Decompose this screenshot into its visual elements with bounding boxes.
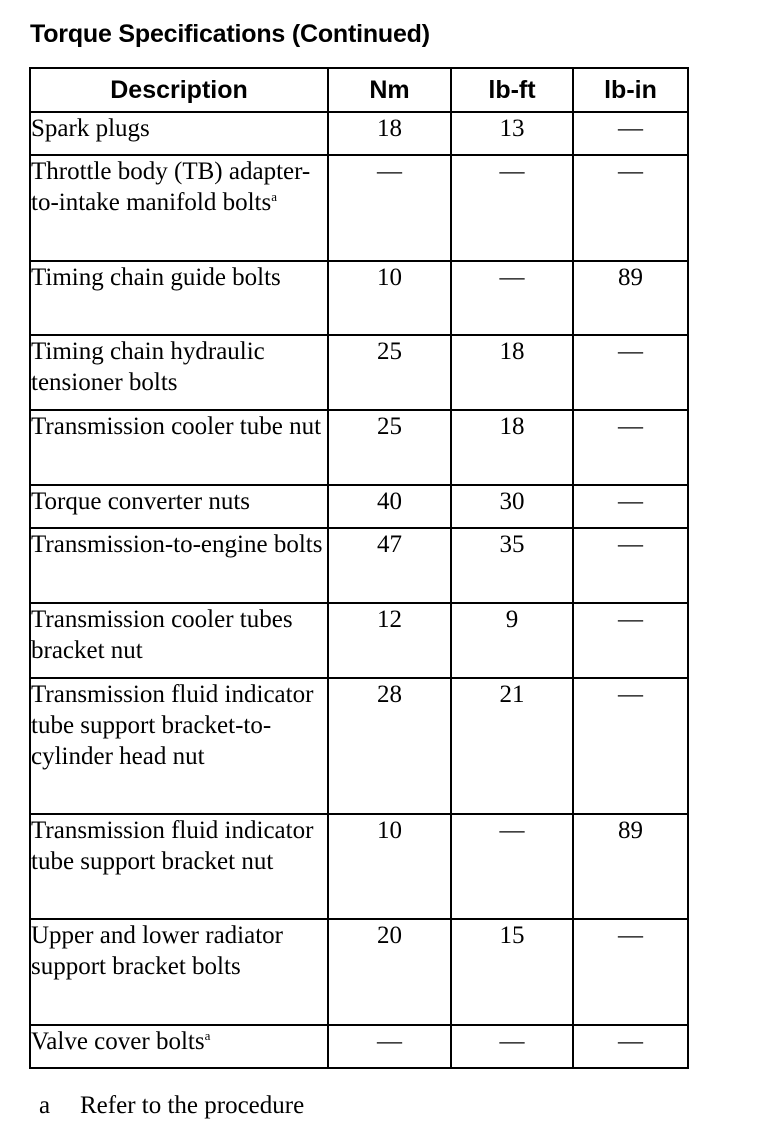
cell-lb-ft: 13	[451, 112, 573, 155]
footnote-reference: a	[271, 189, 278, 204]
table-row	[30, 528, 688, 603]
cell-description	[30, 261, 328, 335]
cell-description	[30, 335, 328, 410]
cell-lb-ft: 35	[451, 528, 573, 603]
cell-nm: 28	[328, 678, 451, 814]
cell-nm: 18	[328, 112, 451, 155]
cell-description	[30, 155, 328, 261]
footnote-mark: a	[39, 1092, 51, 1119]
cell-lb-in: —	[573, 155, 688, 261]
footnote	[39, 1092, 304, 1120]
cell-lb-ft: 21	[451, 678, 573, 814]
cell-lb-ft: —	[451, 1025, 573, 1068]
description-text: Valve cover bolts	[31, 1028, 205, 1055]
cell-nm: 20	[328, 919, 451, 1025]
cell-lb-in: —	[573, 335, 688, 410]
cell-lb-in: —	[573, 919, 688, 1025]
cell-nm: 10	[328, 261, 451, 335]
cell-description	[30, 814, 328, 919]
cell-nm: —	[328, 155, 451, 261]
header-lb-in: lb-in	[573, 68, 688, 112]
cell-nm: 47	[328, 528, 451, 603]
cell-description	[30, 919, 328, 1025]
cell-lb-in: —	[573, 603, 688, 678]
cell-nm: 12	[328, 603, 451, 678]
cell-lb-in: —	[573, 528, 688, 603]
description-text: Throttle body (TB) adapter-to-intake manifold bolts	[31, 158, 311, 216]
cell-nm: —	[328, 1025, 451, 1068]
cell-lb-ft: —	[451, 155, 573, 261]
cell-lb-ft: 30	[451, 485, 573, 528]
cell-nm: 25	[328, 335, 451, 410]
table-row	[30, 678, 688, 814]
header-description: Description	[30, 68, 328, 112]
cell-description	[30, 528, 328, 603]
page-title: Torque Specifications (Continued)	[30, 20, 430, 48]
description-text: Transmission-to-engine bolts	[31, 531, 323, 558]
footnote-reference: a	[204, 1028, 211, 1043]
cell-description	[30, 112, 328, 155]
table-row	[30, 261, 688, 335]
cell-lb-ft: 9	[451, 603, 573, 678]
table-row	[30, 485, 688, 528]
cell-lb-in: —	[573, 112, 688, 155]
description-text: Timing chain guide bolts	[31, 264, 281, 291]
cell-lb-in: 89	[573, 261, 688, 335]
table-row	[30, 814, 688, 919]
cell-lb-in: —	[573, 410, 688, 485]
cell-description	[30, 1025, 328, 1068]
cell-description	[30, 485, 328, 528]
cell-lb-in: —	[573, 678, 688, 814]
torque-spec-table	[29, 67, 689, 1069]
description-text: Timing chain hydraulic tensioner bolts	[31, 338, 265, 396]
description-text: Transmission fluid indicator tube support bracket nut	[31, 817, 314, 875]
cell-description	[30, 678, 328, 814]
cell-lb-ft: 18	[451, 335, 573, 410]
cell-lb-in: 89	[573, 814, 688, 919]
cell-lb-ft: 18	[451, 410, 573, 485]
cell-nm: 40	[328, 485, 451, 528]
table-row	[30, 112, 688, 155]
cell-lb-in: —	[573, 1025, 688, 1068]
table-row	[30, 603, 688, 678]
cell-description	[30, 603, 328, 678]
table-row	[30, 1025, 688, 1068]
table-row	[30, 410, 688, 485]
description-text: Transmission cooler tubes bracket nut	[31, 606, 293, 664]
description-text: Upper and lower radiator support bracket bolts	[31, 922, 283, 980]
cell-nm: 10	[328, 814, 451, 919]
cell-description	[30, 410, 328, 485]
description-text: Spark plugs	[31, 115, 150, 142]
description-text: Transmission cooler tube nut	[31, 413, 322, 440]
table-row	[30, 155, 688, 261]
table-row	[30, 919, 688, 1025]
table-row	[30, 335, 688, 410]
header-lb-ft: lb-ft	[451, 68, 573, 112]
cell-nm: 25	[328, 410, 451, 485]
description-text: Torque converter nuts	[31, 488, 251, 515]
cell-lb-ft: —	[451, 814, 573, 919]
cell-lb-ft: 15	[451, 919, 573, 1025]
cell-lb-in: —	[573, 485, 688, 528]
header-nm: Nm	[328, 68, 451, 112]
table-header-row	[30, 68, 688, 112]
cell-lb-ft: —	[451, 261, 573, 335]
description-text: Transmission fluid indicator tube support bracket-to-cylinder head nut	[31, 681, 314, 770]
footnote-text: Refer to the procedure	[80, 1092, 305, 1119]
